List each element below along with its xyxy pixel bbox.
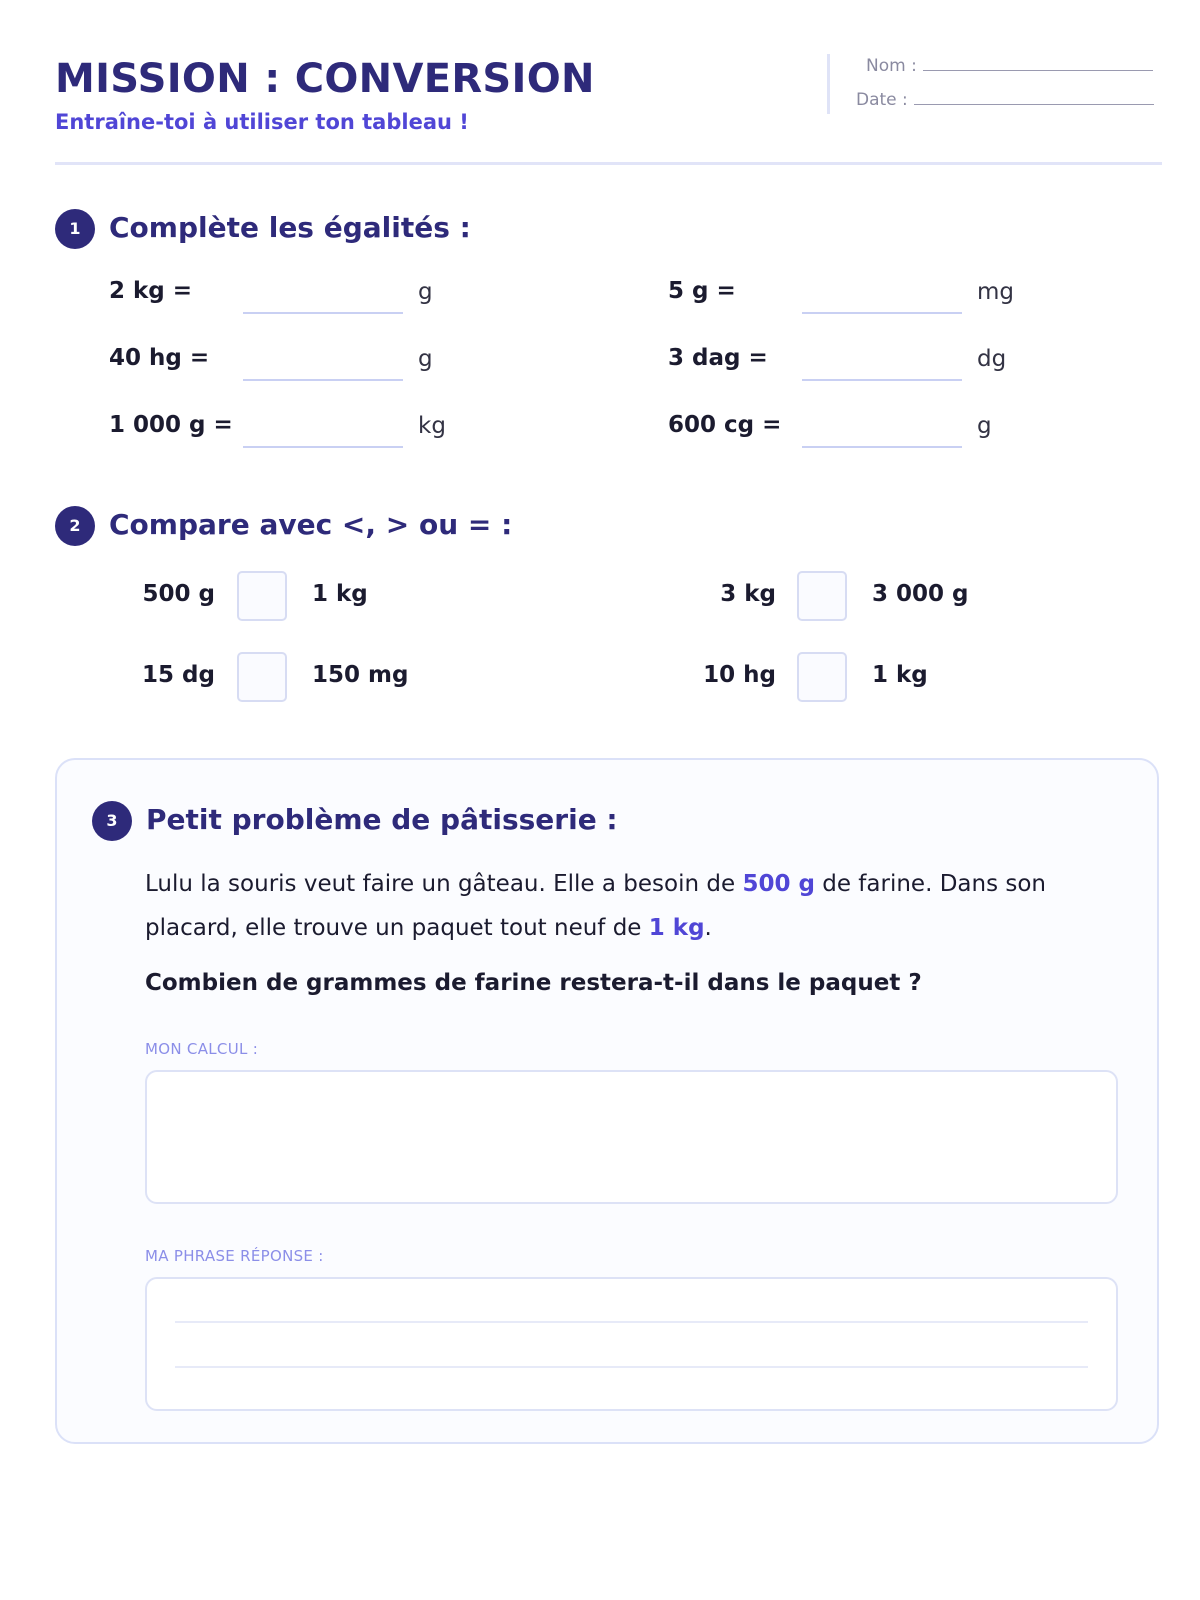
section-1-title: Complète les égalités : [109, 211, 471, 244]
equality-unit: g [977, 413, 992, 439]
section-2-title: Compare avec <, > ou = : [109, 508, 513, 541]
answer-label: MA PHRASE RÉPONSE : [145, 1247, 324, 1265]
equality-unit: dg [977, 346, 1007, 372]
equality-label: 3 dag = [668, 345, 768, 371]
compare-left-value: 3 kg [720, 581, 776, 607]
calc-answer-box[interactable] [145, 1070, 1118, 1204]
section-1-number: 1 [55, 209, 95, 249]
compare-answer-box[interactable] [237, 652, 287, 702]
section-2-number: 2 [55, 506, 95, 546]
writing-line [175, 1321, 1088, 1323]
equality-blank[interactable] [802, 379, 962, 381]
date-field [856, 90, 1154, 110]
equality-label: 600 cg = [668, 412, 782, 438]
equality-label: 1 000 g = [109, 412, 233, 438]
compare-right-value: 1 kg [872, 662, 928, 688]
calc-label: MON CALCUL : [145, 1040, 259, 1058]
section-3-title: Petit problème de pâtisserie : [146, 803, 618, 836]
flour-needed-value: 500 g [742, 871, 815, 897]
problem-text-part: Lulu la souris veut faire un gâteau. Elle a besoin de [145, 871, 743, 897]
compare-left-value: 15 dg [142, 662, 215, 688]
equality-unit: g [418, 279, 433, 305]
name-field [866, 56, 1153, 76]
problem-text [145, 862, 1105, 950]
date-label: Date : [856, 90, 908, 110]
compare-right-value: 3 000 g [872, 581, 969, 607]
compare-answer-box[interactable] [797, 652, 847, 702]
equality-label: 5 g = [668, 278, 736, 304]
equality-unit: g [418, 346, 433, 372]
page-title: MISSION : CONVERSION [55, 56, 595, 102]
page-subtitle: Entraîne-toi à utiliser ton tableau ! [55, 110, 469, 134]
equality-blank[interactable] [243, 446, 403, 448]
compare-right-value: 1 kg [312, 581, 368, 607]
problem-text-part: . [704, 915, 712, 941]
sentence-answer-box[interactable] [145, 1277, 1118, 1411]
problem-question: Combien de grammes de farine restera-t-il dans le paquet ? [145, 970, 922, 996]
equality-label: 40 hg = [109, 345, 210, 371]
section-3-number: 3 [92, 801, 132, 841]
date-line[interactable] [914, 104, 1154, 105]
equality-blank[interactable] [802, 312, 962, 314]
worksheet-header [55, 50, 1162, 164]
compare-left-value: 10 hg [703, 662, 776, 688]
compare-answer-box[interactable] [797, 571, 847, 621]
compare-answer-box[interactable] [237, 571, 287, 621]
header-divider [827, 54, 830, 114]
equality-blank[interactable] [243, 379, 403, 381]
equality-blank[interactable] [243, 312, 403, 314]
equality-unit: mg [977, 279, 1015, 305]
name-line[interactable] [923, 70, 1153, 71]
header-separator [55, 162, 1162, 165]
equality-unit: kg [418, 413, 446, 439]
equality-blank[interactable] [802, 446, 962, 448]
problem-text-part: de farine. Dans son placard, elle trouve un paquet tout neuf de [145, 871, 1047, 941]
package-weight-value: 1 kg [648, 915, 705, 941]
compare-right-value: 150 mg [312, 662, 409, 688]
equality-label: 2 kg = [109, 278, 193, 304]
compare-left-value: 500 g [142, 581, 215, 607]
name-label: Nom : [866, 56, 917, 76]
writing-line [175, 1366, 1088, 1368]
